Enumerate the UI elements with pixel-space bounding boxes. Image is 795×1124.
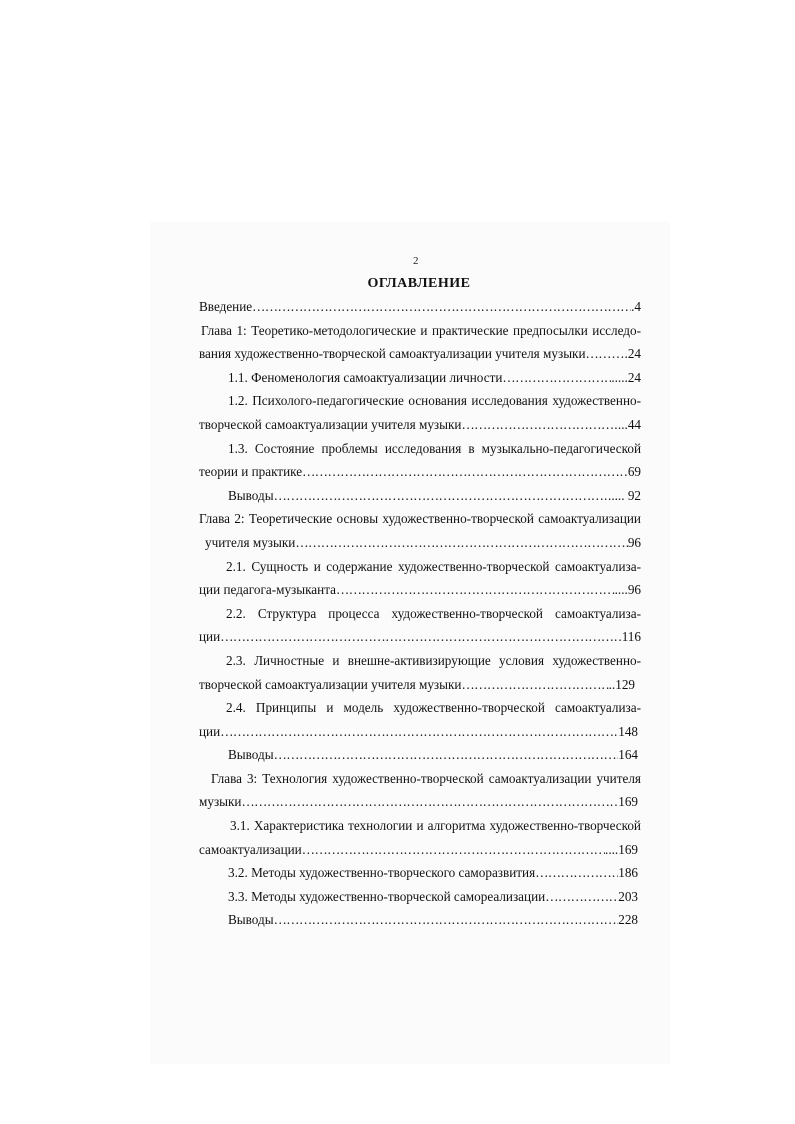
toc-entry-chapter-1-line-1: Глава 1: Теоретико-методологические и практические предпосылки исследо- — [201, 322, 641, 338]
toc-entry-intro: Введение ………………………………………………………………………………………………………………………………………………………………………… .4 — [199, 295, 641, 319]
toc-entry-chapter-3-line-2: музыки ………………………………………………………………………………………………………………………………………………………………………… 169 — [199, 790, 641, 814]
toc-entry-section-2-2-line-2: ции ………………………………………………………………………………………………………………………………………………………………………… 116 — [199, 625, 641, 649]
toc-entry-conclusions-3: Выводы ………………………………………………………………………………………………………………………………………………………………………… 228 — [199, 908, 641, 932]
toc-entry-section-3-3: 3.3. Методы художественно-творческой самореализации ………………………………………………………………………………………………………………………………………………………………………… 203 — [199, 885, 641, 909]
toc-entry-section-2-2-line-1: 2.2. Структура процесса художественно-творческой самоактуализа- — [226, 605, 641, 621]
toc-entry-section-1-3-line-2: теории и практике ………………………………………………………………………………………………………………………………………………………………………… 69 — [199, 460, 641, 484]
toc-entry-chapter-2-line-1: Глава 2: Теоретические основы художественно-творческой самоактуализации — [199, 511, 641, 527]
toc-entry-section-1-3-line-1: 1.3. Состояние проблемы исследования в музыкально-педагогической — [228, 440, 641, 456]
toc-entry-chapter-1-line-2: вания художественно-творческой самоактуализации учителя музыки ………………………………………………………………………………………………………………………………………………………………………… ….24 — [199, 342, 641, 366]
toc-entry-section-1-1: 1.1. Феноменология самоактуализации личности ………………………………………………………………………………………………………………………………………………………………………… .....24 — [199, 366, 641, 390]
toc-entry-section-3-1-line-2: самоактуализации ………………………………………………………………………………………………………………………………………………………………………… ....169 — [199, 838, 641, 862]
toc-entry-section-2-1-line-2: ции педагога-музыканта ………………………………………………………………………………………………………………………………………………………………………… ....96 — [199, 578, 641, 602]
toc-entry-conclusions-1: Выводы ………………………………………………………………………………………………………………………………………………………………………… ..... 92 — [199, 484, 641, 508]
page-number: 2 — [413, 255, 419, 267]
toc-entry-chapter-3-line-1: Глава 3: Технология художественно-творческой самоактуализации учителя — [211, 770, 641, 786]
toc-entry-section-2-3-line-2: творческой самоактуализации учителя музыки ………………………………………………………………………………………………………………………………………………………………………… ..129 — [199, 673, 641, 697]
toc-entry-section-1-2-line-2: творческой самоактуализации учителя музыки ………………………………………………………………………………………………………………………………………………………………………… ...44 — [199, 413, 641, 437]
toc-entry-section-3-2: 3.2. Методы художественно-творческого саморазвития ………………………………………………………………………………………………………………………………………………………………………… 186 — [199, 861, 641, 885]
table-of-contents — [199, 295, 641, 932]
toc-entry-section-2-4-line-1: 2.4. Принципы и модель художественно-творческой самоактуализа- — [226, 700, 641, 716]
toc-entry-section-1-2-line-1: 1.2. Психолого-педагогические основания исследования художественно- — [228, 393, 641, 409]
toc-entry-section-3-1-line-1: 3.1. Характеристика технологии и алгоритма художественно-творческой — [230, 818, 641, 834]
toc-entry-section-2-3-line-1: 2.3. Личностные и внешне-активизирующие условия художественно- — [226, 652, 641, 668]
toc-entry-section-2-4-line-2: ции ………………………………………………………………………………………………………………………………………………………………………… 148 — [199, 720, 641, 744]
toc-entry-conclusions-2: Выводы ………………………………………………………………………………………………………………………………………………………………………… 164 — [199, 743, 641, 767]
toc-title: ОГЛАВЛЕНИЕ — [367, 276, 471, 291]
toc-entry-section-2-1-line-1: 2.1. Сущность и содержание художественно-творческой самоактуализа- — [226, 558, 641, 574]
toc-entry-chapter-2-line-2: учителя музыки ………………………………………………………………………………………………………………………………………………………………………… 96 — [199, 531, 641, 555]
